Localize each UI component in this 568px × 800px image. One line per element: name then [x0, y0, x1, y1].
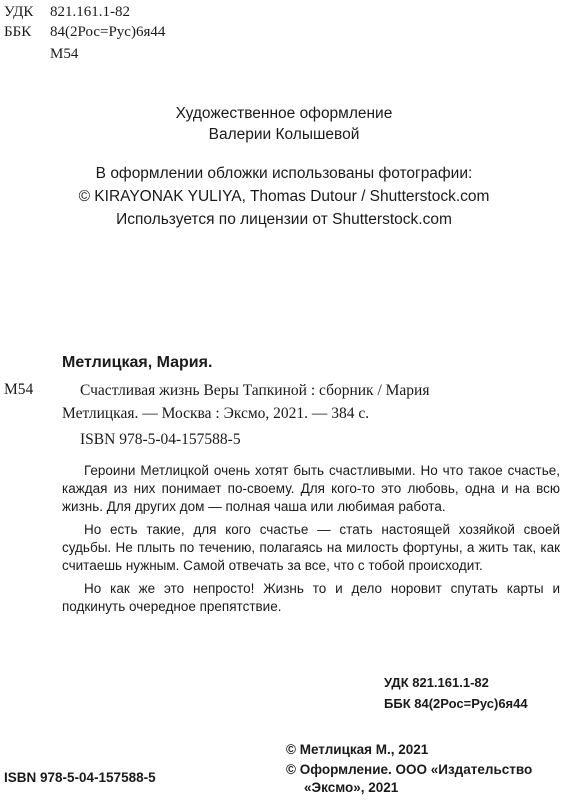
bib-author: Метлицкая, Мария. — [62, 354, 213, 371]
author-mark-top: М54 — [50, 46, 79, 62]
annotation-paragraph-2: Но есть такие, для кого счастье — стать настоящей хозяйкой своей судьбы. Не плыть по течению, полагаясь на милость фортуны, а жить так, как считаешь нужным. Самой отвечать за все, что с тобой происходит. — [62, 522, 560, 573]
udk-value: 821.161.1-82 — [50, 4, 130, 20]
annotation-paragraph-1: Героини Метлицкой очень хотят быть счастливыми. Но что такое счастье, каждая из них понимает по-своему. Для кого-то это любовь, одна и на всю жизнь. Для других дом — полная чаша или любимая работа. — [62, 463, 560, 514]
udk-code: УДК 821.161.1-82 — [384, 675, 489, 690]
bbk-label: ББК — [4, 24, 32, 40]
copyright-design-line1: © Оформление. ООО «Издательство — [286, 762, 533, 777]
designer-name: Валерии Колышевой — [208, 126, 360, 143]
copyright-design-line2: «Эксмо», 2021 — [304, 780, 399, 795]
udk-label: УДК — [4, 4, 34, 20]
isbn-bottom: ISBN 978-5-04-157588-5 — [4, 770, 156, 785]
bib-author-mark: М54 — [4, 381, 34, 398]
bib-line2: Метлицкая. — Москва : Эксмо, 2021. — 384 с. — [62, 405, 370, 422]
design-credit-line: Художественное оформление — [175, 105, 393, 122]
annotation-paragraph-3: Но как же это непросто! Жизнь то и дело норовит спутать карты и подкинуть очередное препятствие. — [62, 581, 560, 614]
bib-line1: Счастливая жизнь Веры Тапкиной : сборник / Мария — [80, 382, 430, 399]
copyright-author: © Метлицкая М., 2021 — [286, 742, 429, 757]
photo-credit-line3: Используется по лицензии от Shutterstock.com — [116, 211, 452, 228]
annotation — [62, 462, 560, 616]
bbk-value: 84(2Рос=Рус)6я44 — [50, 24, 166, 40]
photo-credit-line2: © KIRAYONAK YULIYA, Thomas Dutour / Shutterstock.com — [78, 188, 490, 205]
photo-credit-line1: В оформлении обложки использованы фотографии: — [95, 165, 473, 182]
bbk-code: ББК 84(2Рос=Рус)6я44 — [384, 696, 528, 711]
bib-isbn: ISBN 978-5-04-157588-5 — [80, 431, 241, 448]
